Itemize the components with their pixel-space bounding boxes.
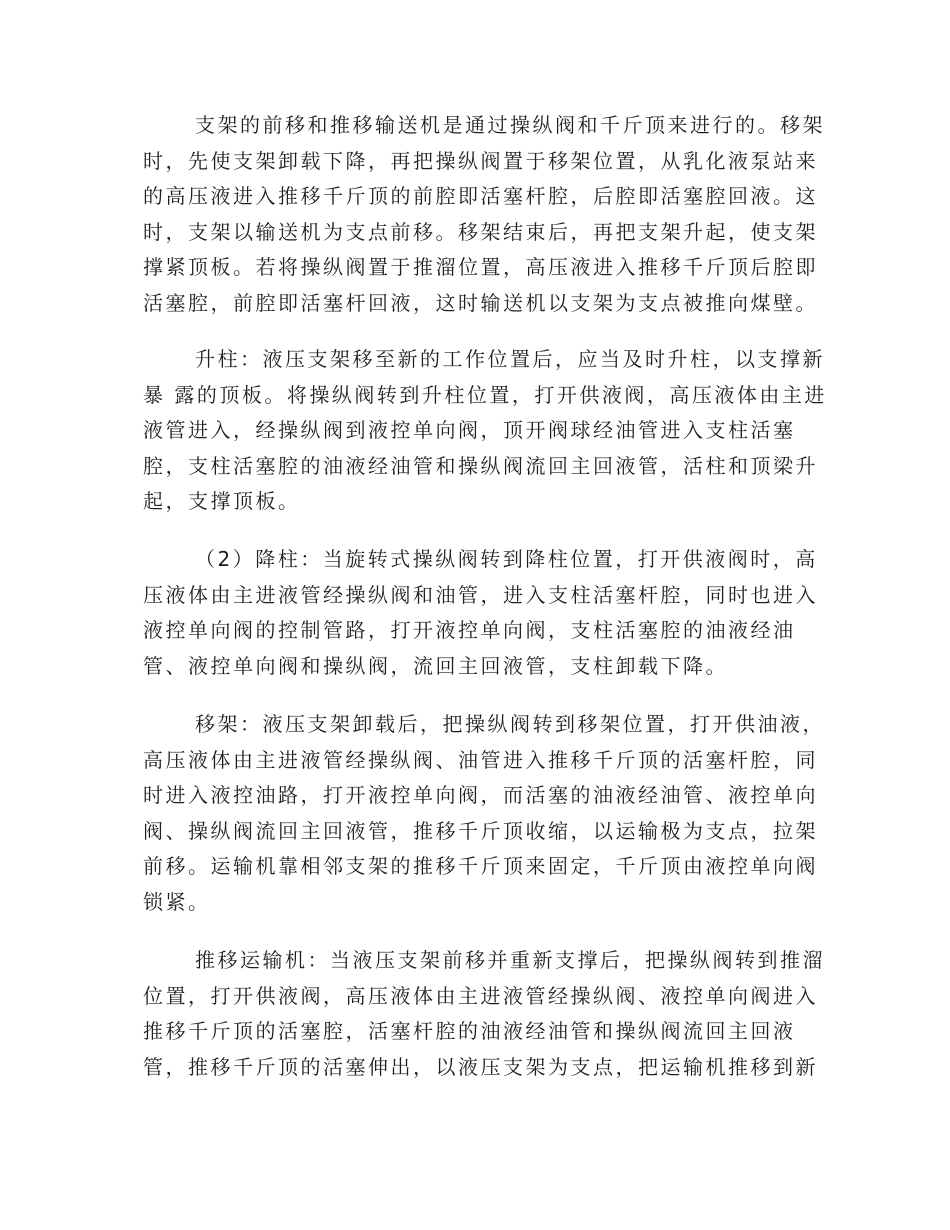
text-line: 前移。运输机靠相邻支架的推移千斤顶来固定，千斤顶由液控单向阀: [143, 854, 818, 879]
text-line: 升柱：液压支架移至新的工作位置后，应当及时升柱，以支撑新: [195, 347, 825, 371]
text-line: 位置，打开供液阀，高压液体由主进液管经操纵阀、液控单向阀进入: [143, 983, 818, 1008]
paragraph-raise-column: [143, 342, 827, 520]
text-line: 活塞腔，前腔即活塞杆回液，这时输送机以支架为支点被推向煤壁。: [143, 290, 818, 315]
paragraph-lower-column: [143, 542, 818, 684]
text-line: 的高压液进入推移千斤顶的前腔即活塞杆腔，后腔即活塞腔回液。这: [143, 184, 818, 209]
text-line: （2）降柱：当旋转式操纵阀转到降柱位置，打开供液阀时，高: [195, 547, 818, 571]
paragraph-push-conveyor: [143, 943, 825, 1085]
text-line: 高压液体由主进液管经操纵阀、油管进入推移千斤顶的活塞杆腔，同: [143, 747, 818, 772]
text-line: 支架的前移和推移输送机是通过操纵阀和千斤顶来进行的。移架: [195, 113, 825, 137]
text-line: 时进入液控油路，打开液控单向阀，而活塞的油液经油管、液控单向: [143, 783, 818, 808]
text-line: 管，推移千斤顶的活塞伸出，以液压支架为支点，把运输机推移到新: [143, 1054, 818, 1079]
text-line: 腔，支柱活塞腔的油液经油管和操纵阀流回主回液管，活柱和顶梁升: [143, 453, 818, 478]
text-line: 推移运输机：当液压支架前移并重新支撑后，把操纵阀转到推溜: [195, 948, 825, 972]
text-line: 移架：液压支架卸载后，把操纵阀转到移架位置，打开供油液，: [195, 712, 825, 736]
text-line: 阀、操纵阀流回主回液管，推移千斤顶收缩，以运输极为支点，拉架: [143, 818, 818, 843]
text-line: 时，支架以输送机为支点前移。移架结束后，再把支架升起，使支架: [143, 219, 818, 244]
text-line: 压液体由主进液管经操纵阀和油管，进入支柱活塞杆腔，同时也进入: [143, 582, 818, 607]
text-line: 液控单向阀的控制管路，打开液控单向阀，支柱活塞腔的油液经油: [143, 618, 796, 643]
text-line: 撑紧顶板。若将操纵阀置于推溜位置，高压液进入推移千斤顶后腔即: [143, 255, 818, 280]
paragraph-move-support: [143, 707, 825, 921]
paragraph-advance-and-push: [143, 108, 825, 322]
text-line: 起，支撑顶板。: [143, 489, 301, 514]
text-line: 锁紧。: [143, 889, 211, 914]
text-line: 暴 露的顶板。将操纵阀转到升柱位置，打开供液阀，高压液体由主进: [143, 382, 827, 407]
text-line: 时，先使支架卸载下降，再把操纵阀置于移架位置，从乳化液泵站来: [143, 148, 818, 173]
text-line: 推移千斤顶的活塞腔，活塞杆腔的油液经油管和操纵阀流回主回液: [143, 1019, 796, 1044]
text-line: 管、液控单向阀和操纵阀，流回主回液管，支柱卸载下降。: [143, 653, 728, 678]
text-line: 液管进入，经操纵阀到液控单向阀，顶开阀球经油管进入支柱活塞: [143, 418, 796, 443]
